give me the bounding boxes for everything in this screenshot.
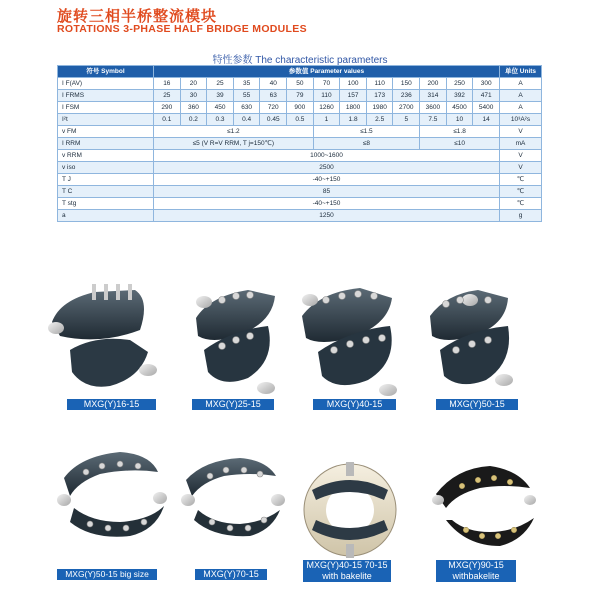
value-cell: 150: [393, 78, 420, 90]
section-subtitle: 特性参数 The characteristic parameters: [212, 55, 388, 66]
value-cell: 173: [366, 90, 393, 102]
table-row: [58, 102, 542, 114]
symbol-cell: I²t: [58, 114, 154, 126]
value-cell: 5400: [473, 102, 500, 114]
symbol-cell: I RRM: [58, 138, 154, 150]
product-image-3: [302, 288, 397, 396]
value-cell: 630: [233, 102, 260, 114]
product-image-4: [430, 290, 513, 386]
symbol-cell: v RRM: [58, 150, 154, 162]
caption-product-7-line2: with bakelite: [322, 571, 372, 581]
value-cell: 85: [154, 186, 500, 198]
caption-product-6: MXG(Y)70-15: [195, 569, 267, 580]
symbol-cell: I F(AV): [58, 78, 154, 90]
unit-cell: A: [500, 90, 542, 102]
value-cell: 236: [393, 90, 420, 102]
symbol-cell: a: [58, 210, 154, 222]
value-cell: ≤8: [313, 138, 419, 150]
value-cell: 250: [446, 78, 473, 90]
value-cell: 50: [287, 78, 314, 90]
symbol-cell: v iso: [58, 162, 154, 174]
table-body: [58, 78, 542, 222]
value-cell: 360: [180, 102, 207, 114]
value-cell: 20: [180, 78, 207, 90]
value-cell: ≤1.8: [420, 126, 500, 138]
product-image-5: [57, 452, 167, 537]
value-cell: 1980: [366, 102, 393, 114]
value-cell: 1: [313, 114, 340, 126]
value-cell: 2.5: [366, 114, 393, 126]
value-cell: 110: [313, 90, 340, 102]
table-row: [58, 90, 542, 102]
value-cell: 1260: [313, 102, 340, 114]
symbol-cell: I FSM: [58, 102, 154, 114]
value-cell: 63: [260, 90, 287, 102]
caption-product-4: MXG(Y)50-15: [436, 399, 518, 410]
value-cell: 10: [446, 114, 473, 126]
value-cell: 720: [260, 102, 287, 114]
symbol-cell: I FRMS: [58, 90, 154, 102]
value-cell: 16: [154, 78, 181, 90]
value-cell: 157: [340, 90, 367, 102]
value-cell: 0.2: [180, 114, 207, 126]
value-cell: 70: [313, 78, 340, 90]
value-cell: ≤10: [420, 138, 500, 150]
parameter-table: [57, 65, 542, 222]
caption-product-8-line1: MXG(Y)90-15: [448, 560, 504, 570]
value-cell: ≤1.2: [154, 126, 314, 138]
value-cell: 0.45: [260, 114, 287, 126]
table-row: [58, 198, 542, 210]
title-cn: 旋转三相半桥整流模块: [57, 8, 218, 25]
caption-product-5: MXG(Y)50-15 big size: [57, 569, 157, 580]
value-cell: 0.1: [154, 114, 181, 126]
table-header-row: [58, 66, 542, 78]
value-cell: 3600: [420, 102, 447, 114]
product-image-2: [196, 290, 275, 394]
value-cell: 40: [260, 78, 287, 90]
value-cell: 392: [446, 90, 473, 102]
caption-product-2: MXG(Y)25-15: [192, 399, 274, 410]
value-cell: ≤5 (V R=V RRM, T j=150℃): [154, 138, 314, 150]
caption-product-1: MXG(Y)16-15: [67, 399, 156, 410]
symbol-cell: T C: [58, 186, 154, 198]
product-image-1: [48, 284, 157, 387]
caption-product-7: [303, 560, 391, 582]
title-en: ROTATIONS 3-PHASE HALF BRIDGE MODULES: [57, 23, 307, 35]
header-units: 单位 Units: [500, 66, 542, 78]
table-row: [58, 186, 542, 198]
table-row: [58, 114, 542, 126]
unit-cell: ℃: [500, 174, 542, 186]
caption-product-8: [436, 560, 516, 582]
unit-cell: A: [500, 102, 542, 114]
value-cell: 110: [366, 78, 393, 90]
table-row: [58, 150, 542, 162]
value-cell: 314: [420, 90, 447, 102]
unit-cell: g: [500, 210, 542, 222]
value-cell: 200: [420, 78, 447, 90]
value-cell: 1.8: [340, 114, 367, 126]
table-row: [58, 126, 542, 138]
value-cell: 2700: [393, 102, 420, 114]
value-cell: 14: [473, 114, 500, 126]
value-cell: 300: [473, 78, 500, 90]
symbol-cell: v FM: [58, 126, 154, 138]
symbol-cell: T J: [58, 174, 154, 186]
symbol-cell: T stg: [58, 198, 154, 210]
unit-cell: V: [500, 162, 542, 174]
value-cell: 25: [207, 78, 234, 90]
value-cell: 55: [233, 90, 260, 102]
value-cell: 79: [287, 90, 314, 102]
value-cell: 7.5: [420, 114, 447, 126]
value-cell: 900: [287, 102, 314, 114]
value-cell: 0.3: [207, 114, 234, 126]
table-row: [58, 210, 542, 222]
caption-product-8-line2: withbakelite: [452, 571, 500, 581]
value-cell: 4500: [446, 102, 473, 114]
value-cell: 1250: [154, 210, 500, 222]
table-row: [58, 138, 542, 150]
value-cell: 39: [207, 90, 234, 102]
value-cell: -40~+150: [154, 198, 500, 210]
value-cell: 0.4: [233, 114, 260, 126]
value-cell: 290: [154, 102, 181, 114]
value-cell: -40~+150: [154, 174, 500, 186]
unit-cell: 10³A²s: [500, 114, 542, 126]
table-row: [58, 162, 542, 174]
caption-product-3: MXG(Y)40-15: [313, 399, 396, 410]
value-cell: 450: [207, 102, 234, 114]
value-cell: 30: [180, 90, 207, 102]
value-cell: 100: [340, 78, 367, 90]
unit-cell: A: [500, 78, 542, 90]
table-row: [58, 78, 542, 90]
product-image-6: [181, 458, 285, 536]
product-image-8: [432, 466, 536, 546]
value-cell: 2500: [154, 162, 500, 174]
unit-cell: ℃: [500, 198, 542, 210]
value-cell: 5: [393, 114, 420, 126]
value-cell: ≤1.5: [313, 126, 419, 138]
unit-cell: mA: [500, 138, 542, 150]
unit-cell: V: [500, 126, 542, 138]
value-cell: 35: [233, 78, 260, 90]
header-symbol: 符号 Symbol: [58, 66, 154, 78]
value-cell: 25: [154, 90, 181, 102]
unit-cell: ℃: [500, 186, 542, 198]
value-cell: 0.5: [287, 114, 314, 126]
value-cell: 1000~1600: [154, 150, 500, 162]
caption-product-7-line1: MXG(Y)40-15 70-15: [306, 560, 388, 570]
value-cell: 1800: [340, 102, 367, 114]
unit-cell: V: [500, 150, 542, 162]
value-cell: 471: [473, 90, 500, 102]
table-row: [58, 174, 542, 186]
product-image-7: [304, 462, 396, 558]
header-params: 参数值 Parameter values: [154, 66, 500, 78]
